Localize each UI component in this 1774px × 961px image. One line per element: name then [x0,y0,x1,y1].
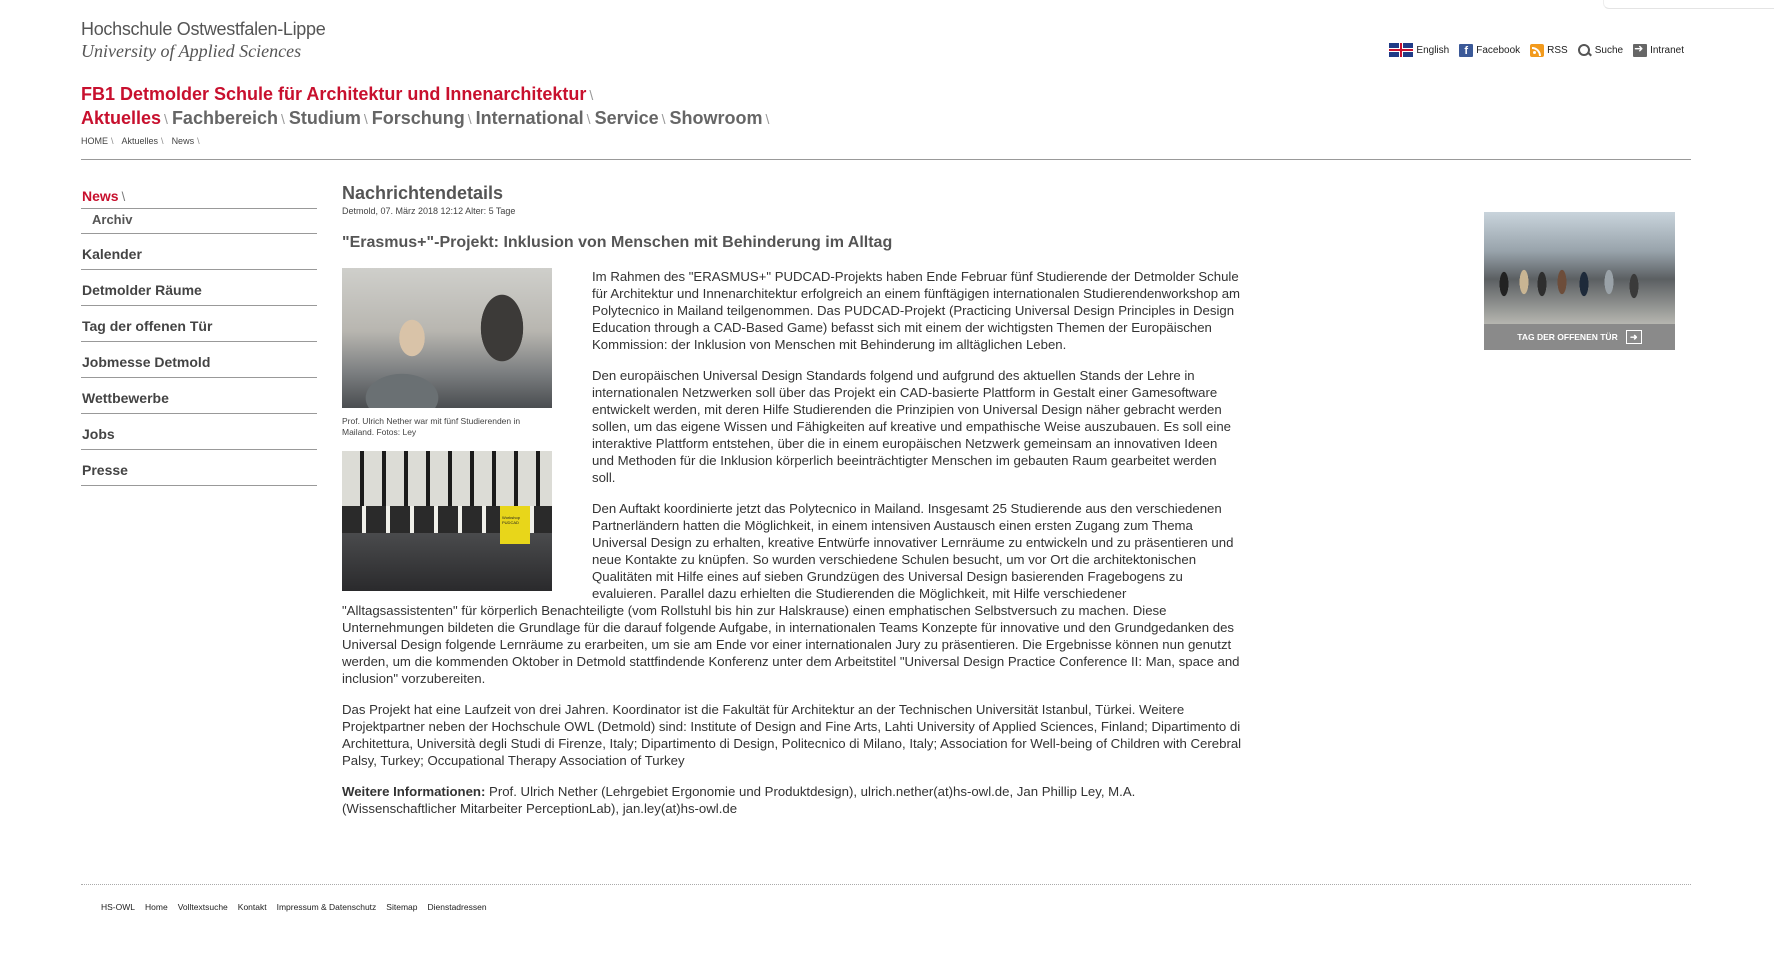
footer-link-hs-owl[interactable]: HS-OWL [101,902,135,912]
nav-forschung[interactable]: Forschung [371,108,465,128]
breadcrumb-news[interactable]: News [171,136,195,146]
separator: \ [661,111,666,127]
open-day-teaser[interactable] [1484,212,1675,350]
breadcrumb [81,136,205,146]
footer-link-impressum[interactable]: Impressum & Datenschutz [276,902,377,912]
footer-link-home[interactable]: Home [145,902,168,912]
department-title-text: FB1 Detmolder Schule für Architektur und Innenarchitektur [81,84,587,104]
university-logo[interactable] [81,18,325,62]
facebook-link[interactable] [1459,43,1520,57]
arrow-right-icon: ➜ [1626,330,1642,344]
header-divider [81,159,1691,160]
sidebar-item-archiv[interactable]: Archiv [81,208,317,234]
separator: \ [121,189,126,204]
english-label: English [1416,44,1450,56]
sidebar-item-tag-der-offenen-tuer[interactable]: Tag der offenen Tür [81,318,317,342]
separator: \ [280,111,285,127]
intranet-label: Intranet [1650,44,1684,56]
photo-ceiling [342,451,552,506]
rss-icon [1530,44,1544,57]
footer-link-kontakt[interactable]: Kontakt [237,902,267,912]
sidebar-item-news[interactable] [81,188,317,204]
utility-links [1389,43,1684,57]
department-title[interactable] [81,84,597,105]
intranet-link[interactable] [1633,43,1684,57]
teaser-label: TAG DER OFFENEN TÜR [1517,332,1618,342]
logo-line1: Hochschule Ostwestfalen-Lippe [81,19,326,39]
footer-links [101,902,487,912]
breadcrumb-separator: \ [111,136,114,146]
article-meta: Detmold, 07. März 2018 12:12 Alter: 5 Tage [342,206,516,216]
more-info-text: Prof. Ulrich Nether (Lehrgebiet Ergonomie und Produktdesign), ulrich.nether(at)hs-owl.de, Jan Phillip Ley, M.A. (Wissenschaftlicher Mitarbeiter PerceptionLab), jan.ley(at)hs-owl.de [342,784,1136,816]
paragraph: Den europäischen Universal Design Standards folgend und aufgrund des aktuellen Stands der Lehre in internationalen Netzwerken soll über das Projekt ein CAD-basierte Plattform in Gestalt einer Gamesoftware entwickelt werden, mit deren Hilfe Studierenden die Prinzipien von Universal Design näher gebracht werden sollen, um das eigene Wissen und Fähigkeiten auf kreative und empathische Weise auszubauen. Es soll eine interaktive Plattform entstehen, über die in einem europäischen Netzwerk gemeinsam an innovativen Ideen und Methoden für die Inklusion körperlich beeinträchtigter Menschen im gebauten Raum gearbeitet werden soll. [592,368,1231,485]
sidebar-item-label: News [82,188,119,204]
sidebar-item-presse[interactable]: Presse [81,462,317,486]
workshop-sign-text: Workshop PUDCAD [502,515,520,525]
facebook-label: Facebook [1476,44,1521,56]
sidebar-item-jobmesse[interactable]: Jobmesse Detmold [81,354,317,378]
nav-aktuelles[interactable]: Aktuelles [81,108,162,128]
breadcrumb-separator: \ [197,136,200,146]
sidebar-item-kalender[interactable]: Kalender [81,246,317,270]
breadcrumb-separator: \ [161,136,164,146]
breadcrumb-aktuelles[interactable]: Aktuelles [121,136,159,146]
sidebar-item-wettbewerbe[interactable]: Wettbewerbe [81,390,317,414]
nav-studium[interactable]: Studium [288,108,361,128]
figure-1 [342,268,552,438]
article-photo-1[interactable] [342,268,552,408]
search-label: Suche [1594,44,1624,56]
article-main [342,183,1242,831]
sidebar [81,188,317,498]
article-body-wrap [342,268,1242,817]
nav-service[interactable]: Service [594,108,659,128]
footer-link-volltextsuche[interactable]: Volltextsuche [177,902,228,912]
uk-flag-icon [1389,43,1413,57]
more-info-paragraph [342,783,1242,817]
footer-link-dienstadressen[interactable]: Dienstadressen [427,902,487,912]
article-photo-2[interactable] [342,451,552,591]
teaser-label-bar [1484,324,1675,350]
separator: \ [586,111,591,127]
more-info-label: Weitere Informationen: [342,784,486,799]
separator: \ [765,111,770,127]
intranet-icon [1633,44,1647,57]
browser-corner [1603,0,1774,9]
logo-line2: University of Applied Sciences [81,41,302,61]
separator: \ [467,111,472,127]
breadcrumb-home[interactable]: HOME [81,136,108,146]
section-title: Nachrichtendetails [342,183,504,203]
search-link[interactable] [1578,43,1623,57]
footer-divider [81,884,1691,885]
teaser-photo [1484,212,1675,324]
sidebar-item-jobs[interactable]: Jobs [81,426,317,450]
sidebar-item-detmolder-raeume[interactable]: Detmolder Räume [81,282,317,306]
rss-link[interactable] [1530,43,1568,57]
nav-showroom[interactable]: Showroom [669,108,763,128]
separator: \ [164,111,168,127]
figure-2 [342,451,552,591]
search-icon [1578,44,1592,57]
separator: \ [363,111,368,127]
footer-link-sitemap[interactable]: Sitemap [386,902,418,912]
article-title: "Erasmus+"-Projekt: Inklusion von Menschen mit Behinderung im Alltag [342,234,893,251]
main-navigation [81,108,773,129]
english-link[interactable] [1389,43,1449,57]
paragraph: Den Auftakt koordinierte jetzt das Polytecnico in Mailand. Insgesamt 25 Studierende aus den verschiedenen Partnerländern hatten die Möglichkeit, in einem intensiven Austausch einen ersten Zugang zum Thema Universal Design zu erhalten, kreative Entwürfe innovativer Lernräume zu entwickeln und zu präsentieren und neue Kontakte zu knüpfen. So wurden verschiedene Schulen besucht, um vor Ort die architektonischen Qualitäten mit Hilfe eines auf sieben Grundzügen des Universal Design basierenden Fragebogens zu evaluieren. Parallel dazu erhielten die Studierenden die Möglichkeit, mit Hilfe verschiedener "Alltagsassistenten" für körperlich Benachteiligte (vom Rollstuhl bis hin zur Halskrause) einen emphatischen Selbstversuch zu machen. Diese Unternehmungen bildeten die Grundlage für die darauf folgende Aufgabe, in internationalen Teams Konzepte für innovative und den Grundgedanken des Universal Design folgende Lernräume zu erarbeiten, um sie am Ende vor einer internationalen Jury zu präsentieren. Die Ergebnisse können nun genutzt werden, um die kommenden Oktober in Detmold stattfindende Konferenz unter dem Arbeitstitel "Universal Design Practice Conference II: Man, space and inclusion" vorzubereiten. [342,501,1240,686]
paragraph: Im Rahmen des "ERASMUS+" PUDCAD-Projekts haben Ende Februar fünf Studierende der Detmolder Schule für Architektur und Innenarchitektur erfolgreich an einem fünftägigen internationalen Studierendenworkshop am Polytecnico in Mailand teilgenommen. Das PUDCAD-Projekt (Practicing Universal Design Principles in Design Education through a CAD-Based Game) befasst sich mit einem der wichtigsten Themen der Europäischen Kommission: der Inklusion von Menschen mit Behinderung im alltäglichen Leben. [592,269,1241,352]
paragraph: Das Projekt hat eine Laufzeit von drei Jahren. Koordinator ist die Fakultät für Architektur an der Technischen Universität Istanbul, Türkei. Weitere Projektpartner neben der Hochschule OWL (Detmold) sind: Institute of Design and Fine Arts, Lahti University of Applied Sciences, Finland; Dipartimento di Architettura, Università degli Studi di Firenze, Italy; Dipartimento di Design, Politecnico di Milano, Italy; Association for Well-being of Children with Cerebral Palsy, Turkey; Occupational Therapy Association of Turkey [342,702,1242,768]
nav-international[interactable]: International [475,108,584,128]
nav-fachbereich[interactable]: Fachbereich [171,108,278,128]
photo-caption: Prof. Ulrich Nether war mit fünf Studierenden in Mailand. Fotos: Ley [342,416,521,437]
rss-label: RSS [1547,44,1568,56]
separator: \ [589,87,594,103]
facebook-icon: f [1459,44,1473,57]
workshop-sign [500,506,530,544]
